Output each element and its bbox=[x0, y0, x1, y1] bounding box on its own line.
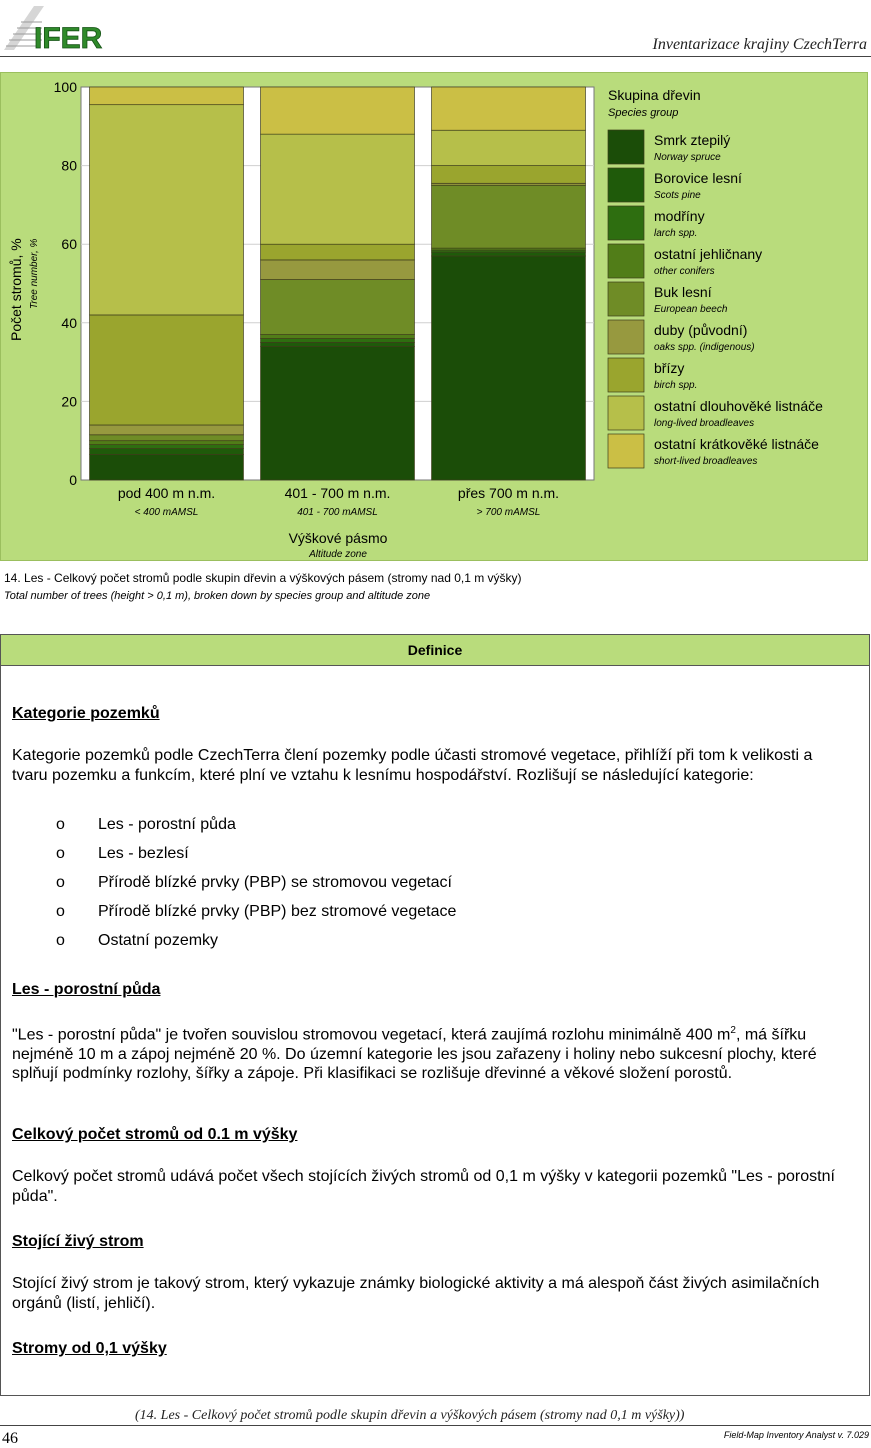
legend-title-en: Species group bbox=[608, 107, 679, 119]
bar-segment bbox=[432, 256, 586, 480]
legend-label-en: oaks spp. (indigenous) bbox=[654, 342, 755, 353]
y-ticks bbox=[54, 79, 78, 488]
bar-segment bbox=[90, 87, 244, 105]
bullet-marker: o bbox=[56, 816, 65, 833]
bar-segment bbox=[261, 280, 415, 335]
bar-segment bbox=[261, 260, 415, 280]
legend-swatch bbox=[608, 282, 644, 316]
bar-segment bbox=[261, 339, 415, 343]
legend-swatch bbox=[608, 434, 644, 468]
footer-caption: (14. Les - Celkový počet stromů podle skupin dřevin a výškových pásem (stromy nad 0,1 m výšky)) bbox=[135, 1408, 685, 1423]
bar-segment bbox=[90, 441, 244, 445]
legend-label-en: birch spp. bbox=[654, 380, 698, 391]
bar-segment bbox=[90, 445, 244, 449]
y-tick-label: 0 bbox=[69, 472, 77, 488]
bar-segment bbox=[261, 335, 415, 339]
heading-trees-height: Stromy od 0,1 výšky bbox=[12, 1340, 167, 1357]
bar-segment bbox=[90, 435, 244, 441]
bar-segment bbox=[432, 252, 586, 256]
legend-label-en: larch spp. bbox=[654, 228, 698, 239]
x-tick-label: 401 - 700 m n.m. bbox=[284, 485, 391, 501]
legend bbox=[608, 130, 823, 468]
legend-swatch bbox=[608, 320, 644, 354]
software-credit: Field-Map Inventory Analyst v. 7.029 bbox=[723, 1430, 869, 1440]
legend-label: ostatní dlouhověké listnáče bbox=[654, 398, 823, 414]
legend-label: modříny bbox=[654, 208, 705, 224]
y-tick-label: 60 bbox=[61, 236, 77, 253]
legend-label-en: short-lived broadleaves bbox=[654, 456, 758, 467]
bullet-item: Les - bezlesí bbox=[98, 845, 189, 862]
legend-swatch bbox=[608, 358, 644, 392]
bar-segment bbox=[261, 134, 415, 244]
legend-label: břízy bbox=[654, 360, 685, 376]
bar-segment bbox=[432, 87, 586, 130]
chart-panel bbox=[0, 72, 868, 561]
legend-title: Skupina dřevin bbox=[608, 87, 701, 103]
bar-segment bbox=[90, 105, 244, 315]
ifer-logo bbox=[4, 2, 104, 54]
x-ticks bbox=[118, 485, 559, 518]
legend-label: duby (původní) bbox=[654, 322, 748, 338]
bar-segment bbox=[261, 87, 415, 134]
x-tick-label: pod 400 m n.m. bbox=[117, 485, 216, 501]
bar-segment bbox=[432, 166, 586, 184]
bar-segment bbox=[432, 130, 586, 165]
heading-land-categories: Kategorie pozemků bbox=[12, 705, 160, 722]
paragraph-standing-tree: Stojící živý strom je takový strom, který vykazuje známky biologické aktivity a má alespoň část živých asimilačních orgánů (listí, jehličí). bbox=[12, 1275, 820, 1312]
stacked-bar-chart bbox=[1, 73, 867, 560]
figure-caption: 14. Les - Celkový počet stromů podle skupin dřevin a výškových pásem (stromy nad 0,1 m výšky) bbox=[4, 571, 522, 585]
legend-swatch bbox=[608, 168, 644, 202]
legend-label-en: European beech bbox=[654, 304, 728, 315]
bullet-item: Les - porostní půda bbox=[98, 816, 236, 833]
bullet-item: Přírodě blízké prvky (PBP) bez stromové vegetace bbox=[98, 903, 457, 920]
bar-segment bbox=[90, 315, 244, 425]
legend-label: ostatní jehličnany bbox=[654, 246, 763, 262]
x-tick-label-en: > 700 mAMSL bbox=[476, 507, 541, 518]
heading-total-trees: Celkový počet stromů od 0.1 m výšky bbox=[12, 1126, 298, 1143]
x-tick-label-en: 401 - 700 mAMSL bbox=[297, 507, 378, 518]
definitions-header: Definice bbox=[1, 635, 869, 666]
x-axis-label-en: Altitude zone bbox=[309, 549, 367, 560]
bullet-marker: o bbox=[56, 874, 65, 891]
legend-swatch bbox=[608, 206, 644, 240]
bar-segment bbox=[261, 244, 415, 260]
header-rule bbox=[0, 56, 871, 57]
bars bbox=[90, 87, 586, 480]
paragraph-forest-stand-part1: "Les - porostní půda" je tvořen souvislou stromovou vegetací, která zaujímá rozlohu minimálně 400 m bbox=[12, 1026, 731, 1044]
y-tick-label: 80 bbox=[61, 157, 77, 174]
figure-caption-en: Total number of trees (height > 0,1 m), broken down by species group and altitude zone bbox=[4, 590, 431, 602]
x-tick-label-en: < 400 mAMSL bbox=[134, 507, 199, 518]
bar-segment bbox=[432, 185, 586, 248]
y-axis-label: Počet stromů, % bbox=[8, 238, 24, 341]
footer-rule bbox=[0, 1425, 871, 1426]
legend-swatch bbox=[608, 396, 644, 430]
bar-segment bbox=[90, 449, 244, 455]
bar-segment bbox=[90, 454, 244, 480]
page-number: 46 bbox=[2, 1430, 18, 1447]
bar-segment bbox=[261, 346, 415, 480]
paragraph-land-categories: Kategorie pozemků podle CzechTerra člení pozemky podle účasti stromové vegetace, přihlíží při tom k velikosti a tvaru pozemku a funkcím, které plní ve vztahu k lesnímu hospodářství. Rozlišují se následující kategorie: bbox=[12, 747, 813, 784]
bullet-item: Ostatní pozemky bbox=[98, 932, 219, 949]
legend-label-en: Scots pine bbox=[654, 190, 701, 201]
bar-segment bbox=[261, 342, 415, 346]
legend-label: Smrk ztepilý bbox=[654, 132, 731, 148]
legend-swatch bbox=[608, 130, 644, 164]
y-tick-label: 40 bbox=[61, 314, 77, 331]
bullet-item: Přírodě blízké prvky (PBP) se stromovou vegetací bbox=[98, 874, 452, 891]
y-tick-label: 100 bbox=[53, 79, 77, 95]
superscript: 2 bbox=[730, 1025, 736, 1036]
definitions-box bbox=[0, 634, 870, 1396]
legend-label: Borovice lesní bbox=[654, 170, 742, 186]
header-title: Inventarizace krajiny CzechTerra bbox=[652, 36, 867, 53]
bullet-marker: o bbox=[56, 932, 65, 949]
legend-swatch bbox=[608, 244, 644, 278]
paragraph-forest-stand-part2: , má šířku nejméně 10 m a zápoj nejméně 20 %. Do územní kategorie les jsou zařazeny i holiny nebo sukcesní plochy, které splňují podmínky rozlohy, šířky a zápoje. Při klasifikaci se rozlišuje dřevinné a věkové složení porostů. bbox=[12, 1026, 817, 1083]
legend-label-en: other conifers bbox=[654, 266, 715, 277]
paragraph-total-trees: Celkový počet stromů udává počet všech stojících živých stromů od 0,1 m výšky v kategorii pozemků "Les - porostní půda". bbox=[12, 1168, 835, 1205]
x-tick-label: přes 700 m n.m. bbox=[457, 485, 560, 501]
bar-segment bbox=[90, 425, 244, 435]
y-tick-label: 20 bbox=[61, 393, 77, 410]
heading-standing-tree: Stojící živý strom bbox=[12, 1233, 144, 1250]
paragraph-forest-stand bbox=[12, 1021, 852, 1084]
legend-label-en: Norway spruce bbox=[654, 152, 721, 163]
x-axis-label: Výškové pásmo bbox=[288, 530, 388, 546]
legend-label: Buk lesní bbox=[654, 284, 712, 300]
heading-forest-stand: Les - porostní půda bbox=[12, 981, 161, 998]
legend-label-en: long-lived broadleaves bbox=[654, 418, 755, 429]
y-axis-label-en: Tree number, % bbox=[29, 238, 40, 309]
bullet-marker: o bbox=[56, 903, 65, 920]
logo-text: IFER bbox=[34, 22, 103, 54]
legend-label: ostatní krátkověké listnáče bbox=[654, 436, 819, 452]
bullet-marker: o bbox=[56, 845, 65, 862]
